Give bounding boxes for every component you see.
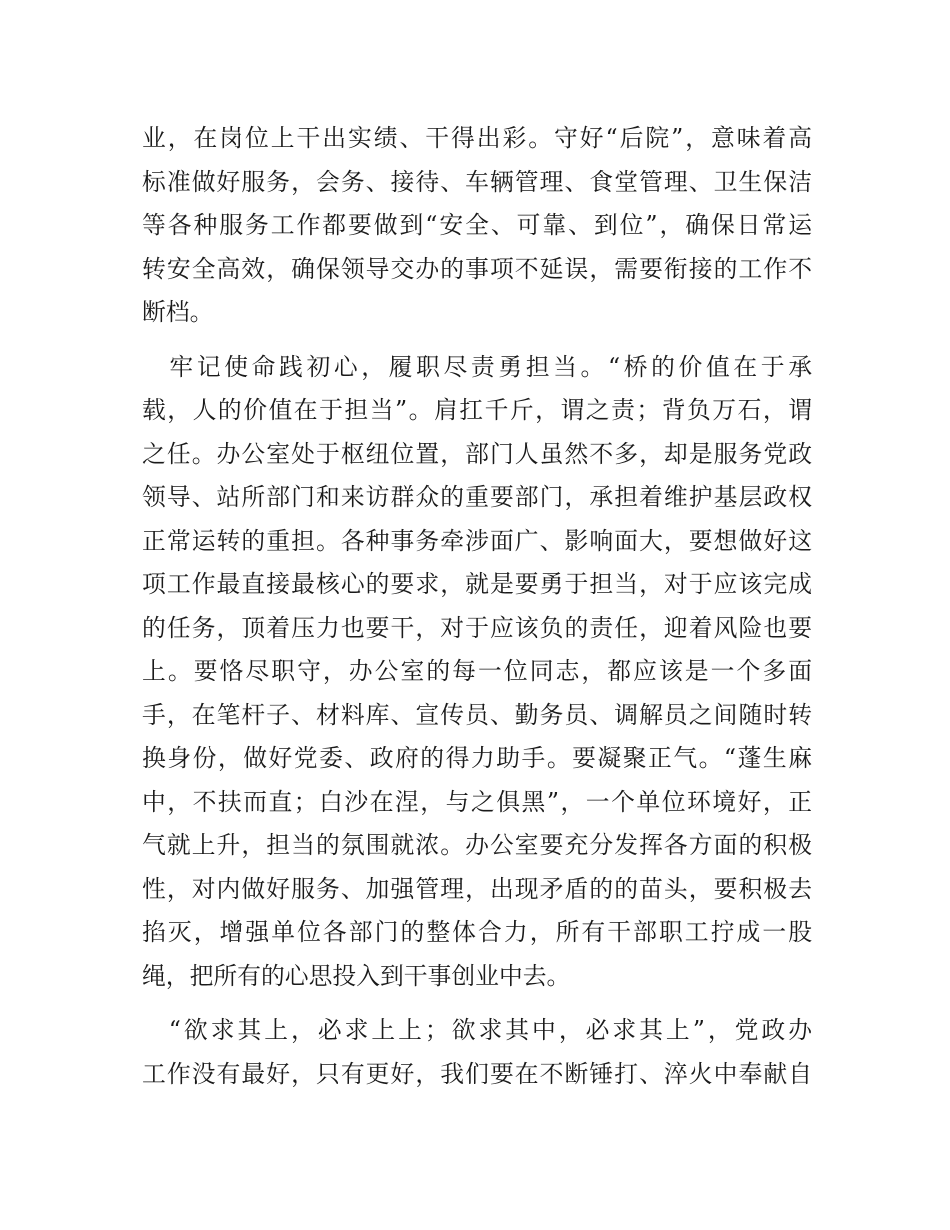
paragraph-3 — [142, 1009, 812, 1096]
text-line: 上。要恪尽职守，办公室的每一位同志，都应该是一个多面 — [142, 657, 812, 685]
text-line: “欲求其上，必求上上；欲求其中，必求其上”，党政办 — [142, 1016, 812, 1044]
paragraph-2 — [142, 346, 812, 999]
text-line: 掐灭，增强单位各部门的整体合力，所有干部职工拧成一股 — [142, 918, 812, 946]
text-line: 项工作最直接最核心的要求，就是要勇于担当，对于应该完成 — [142, 570, 812, 598]
paragraph-1 — [142, 117, 812, 335]
text-line: 载，人的价值在于担当”。肩扛千斤，谓之责；背负万石，谓 — [142, 396, 812, 424]
text-line: 领导、站所部门和来访群众的重要部门，承担着维护基层政权 — [142, 483, 812, 511]
text-line: 断档。 — [142, 298, 214, 326]
paragraph-spacer — [142, 335, 812, 346]
text-line: 工作没有最好，只有更好，我们要在不断锤打、淬火中奉献自 — [142, 1059, 812, 1088]
text-line: 中，不扶而直；白沙在涅，与之俱黑”，一个单位环境好，正 — [142, 787, 812, 816]
text-line: 业，在岗位上干出实绩、干得出彩。守好“后院”，意味着高 — [142, 124, 812, 152]
text-line: 之任。办公室处于枢纽位置，部门人虽然不多，却是服务党政 — [142, 439, 812, 468]
text-line: 换身份，做好党委、政府的得力助手。要凝聚正气。“蓬生麻 — [142, 744, 812, 772]
text-line: 牢记使命践初心，履职尽责勇担当。“桥的价值在于承 — [142, 352, 812, 381]
text-line: 手，在笔杆子、材料库、宣传员、勤务员、调解员之间随时转 — [142, 700, 812, 729]
text-line: 绳，把所有的心思投入到干事创业中去。 — [142, 961, 571, 990]
text-line: 气就上升，担当的氛围就浓。办公室要充分发挥各方面的积极 — [142, 831, 812, 859]
text-line: 等各种服务工作都要做到“安全、可靠、到位”，确保日常运 — [142, 211, 812, 239]
text-line: 标准做好服务，会务、接待、车辆管理、食堂管理、卫生保洁 — [142, 167, 812, 196]
paragraph-spacer — [142, 998, 812, 1009]
text-line: 转安全高效，确保领导交办的事项不延误，需要衔接的工作不 — [142, 254, 812, 283]
text-line: 正常运转的重担。各种事务牵涉面广、影响面大，要想做好这 — [142, 526, 812, 555]
text-line: 的任务，顶着压力也要干，对于应该负的责任，迎着风险也要 — [142, 613, 812, 642]
text-line: 性，对内做好服务、加强管理，出现矛盾的的苗头，要积极去 — [142, 874, 812, 903]
document-body — [142, 117, 812, 1096]
